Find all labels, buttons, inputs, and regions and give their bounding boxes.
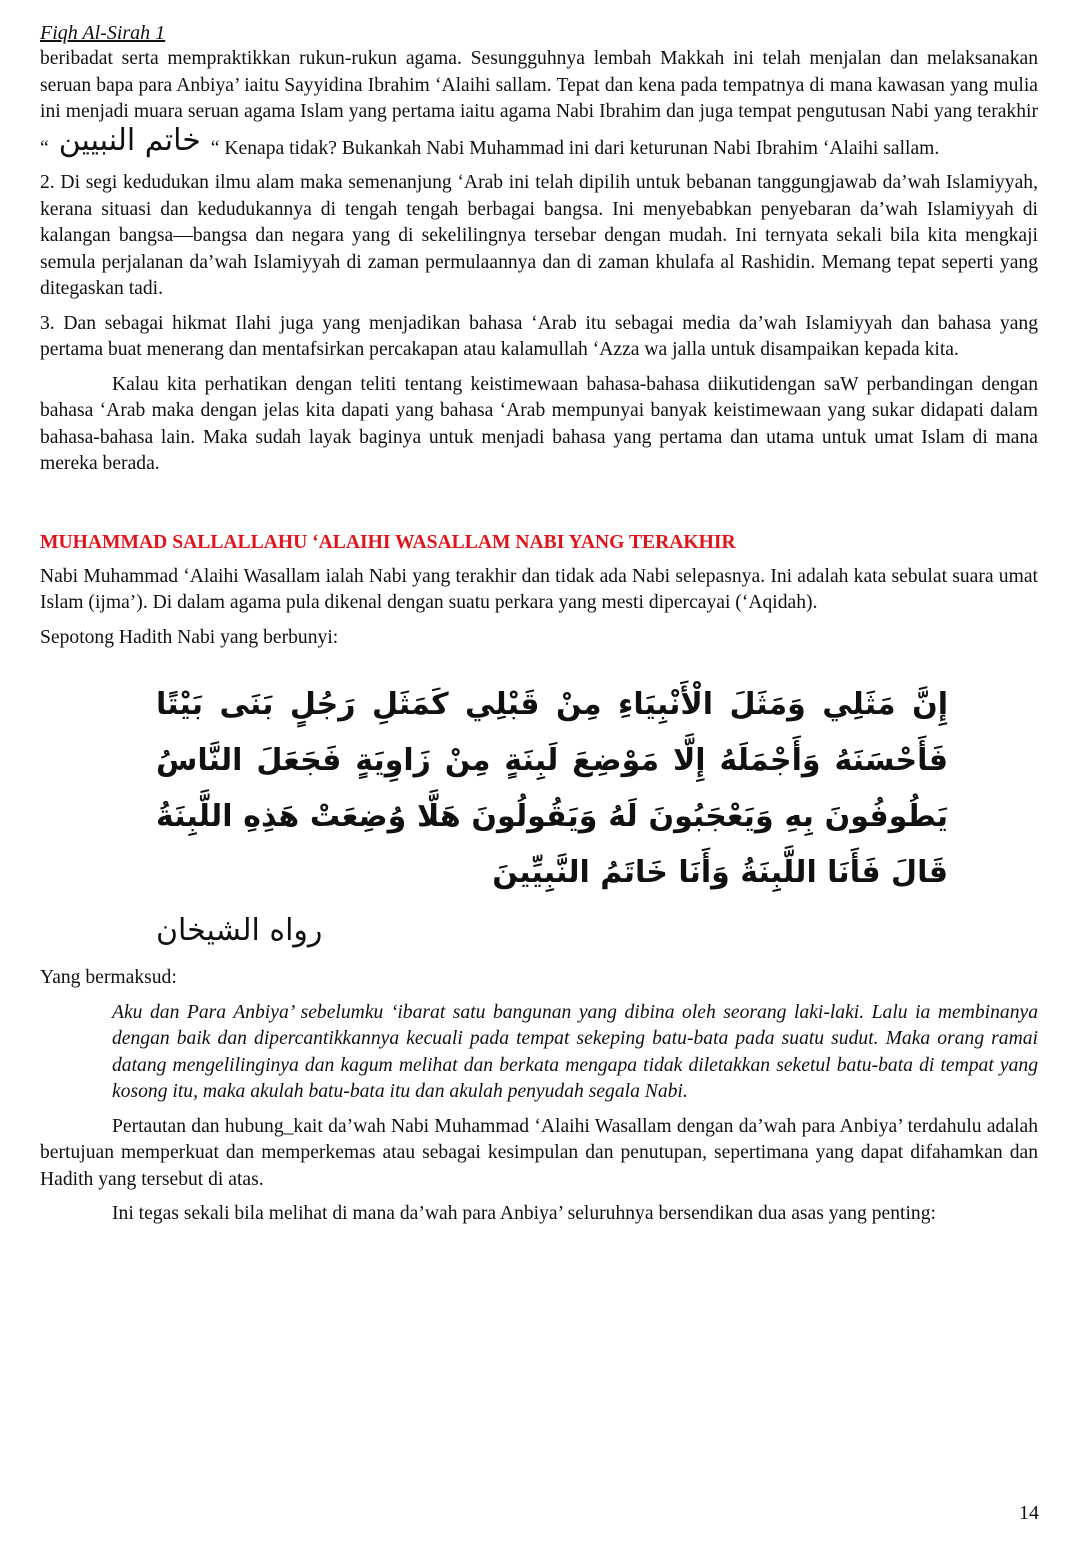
hadith-arabic-text: إِنَّ مَثَلِي وَمَثَلَ الْأَنْبِيَاءِ مِنْ قَبْلِي كَمَثَلِ رَجُلٍ بَنَى بَيْتًا فَأَحْسَنَهُ وَأَجْمَلَهُ إِلَّا مَوْضِعَ لَبِنَةٍ مِنْ زَاوِيَةٍ فَجَعَلَ النَّاسُ يَطُوفُونَ بِهِ وَيَعْجَبُونَ لَهُ وَيَقُولُونَ هَلَّا وُضِعَتْ هَذِهِ اللَّبِنَةُ قَالَ فَأَنَا اللَّبِنَةُ وَأَنَا خَاتَمُ النَّبِيِّينَ [156,687,948,890]
page-number: 14 [1019,1501,1039,1524]
section-intro: Nabi Muhammad ‘Alaihi Wasallam ialah Nabi yang terakhir dan tidak ada Nabi selepasnya. Ini adalah kata sebulat suara umat Islam (ijma’). Di dalam agama pula dikenal dengan suatu perkara yang mesti dipercayai (‘Aqidah). [40,565,1038,613]
paragraph-5: Pertautan dan hubung_kait da’wah Nabi Muhammad ‘Alaihi Wasallam dengan da’wah para Anbiya’ terdahulu adalah bertujuan memperkuat dan memperkemas atau sebagai kesimpulan dan penutupan, sepertimana yang dapat difahamkan dan Hadith yang tersebut di atas. [40,1115,1038,1190]
document-page [40,20,1038,1228]
hadith-narrator: رواه الشيخان [156,913,323,948]
running-header: Fiqh Al-Sirah 1 [40,22,166,44]
paragraph-1-text-end: “ Kenapa tidak? Bukankah Nabi Muhammad ini dari keturunan Nabi Ibrahim ‘Alaihi sallam. [210,137,940,159]
paragraph-1-text-start: beribadat serta mempraktikkan rukun-rukun agama. Sesungguhnya lembah Makkah ini telah menjalan dan melaksanakan seruan bapa para Anbiya’ iaitu Sayyidina Ibrahim ‘Alaihi sallam. Tepat dan kena pada tempatnya di mana kawasan yang mulia ini menjadi muara seruan agama Islam yang pertama iaitu agama Nabi Ibrahim dan juga tempat pengutusan Nabi yang terakhir “ [40,48,1038,159]
paragraph-4: Kalau kita perhatikan dengan teliti tentang keistimewaan bahasa-bahasa diikutidengan saW perbandingan dengan bahasa ‘Arab maka dengan jelas kita dapati yang bahasa ‘Arab mempunyai banyak keistimewaan yang sukar didapati dalam bahasa-bahasa lain. Maka sudah layak baginya untuk menjadi bahasa yang pertama dan utama untuk umat Islam di mana mereka berada. [40,373,1038,474]
section-heading: MUHAMMAD SALLALLAHU ‘ALAIHI WASALLAM NABI YANG TERAKHIR [40,531,736,553]
meaning-label: Yang bermaksud: [40,967,177,988]
inline-arabic-khatam-al-nabiyyin: خاتم النبيين [58,122,201,158]
hadith-translation: Aku dan Para Anbiya’ sebelumku ‘ibarat satu bangunan yang dibina oleh seorang laki-laki. Lalu ia membinanya dengan baik dan dipercantikkannya kecuali pada tempat sekeping batu-bata pada suatu sudut. Maka orang ramai datang mengelilinginya dan kagum melihat dan berkata mengapa tidak diletakkan seketul batu-bata di tempat yang kosong itu, maka akulah batu-bata itu dan akulah penyudah segala Nabi. [112,1001,1038,1102]
paragraph-3: 3. Dan sebagai hikmat Ilahi juga yang menjadikan bahasa ‘Arab itu sebagai media da’wah Islamiyyah dan bahasa yang pertama buat menerang dan mentafsirkan percakapan atau kalamullah ‘Azza wa jalla untuk disampaikan kepada kita. [40,312,1038,360]
paragraph-1 [40,46,1038,162]
hadith-intro: Sepotong Hadith Nabi yang berbunyi: [40,626,339,648]
paragraph-6: Ini tegas sekali bila melihat di mana da’wah para Anbiya’ seluruhnya bersendikan dua asas yang penting: [112,1203,936,1224]
paragraph-2: 2. Di segi kedudukan ilmu alam maka semenanjung ‘Arab ini telah dipilih untuk bebanan tanggungjawab da’wah Islamiyyah, kerana situasi dan kedudukannya di tengah tengah berbagai bangsa. Ini menyebabkan penyebaran da’wah Islamiyyah di kalangan bangsa—bangsa dan negara yang di sekelilingnya tersebar dengan mudah. Ini ternyata sekali bila kita mengkaji semula perjalanan da’wah Islamiyyah di zaman permulaannya dan di zaman khulafa al Rashidin. Memang tepat seperti yang ditegaskan tadi. [40,172,1038,299]
